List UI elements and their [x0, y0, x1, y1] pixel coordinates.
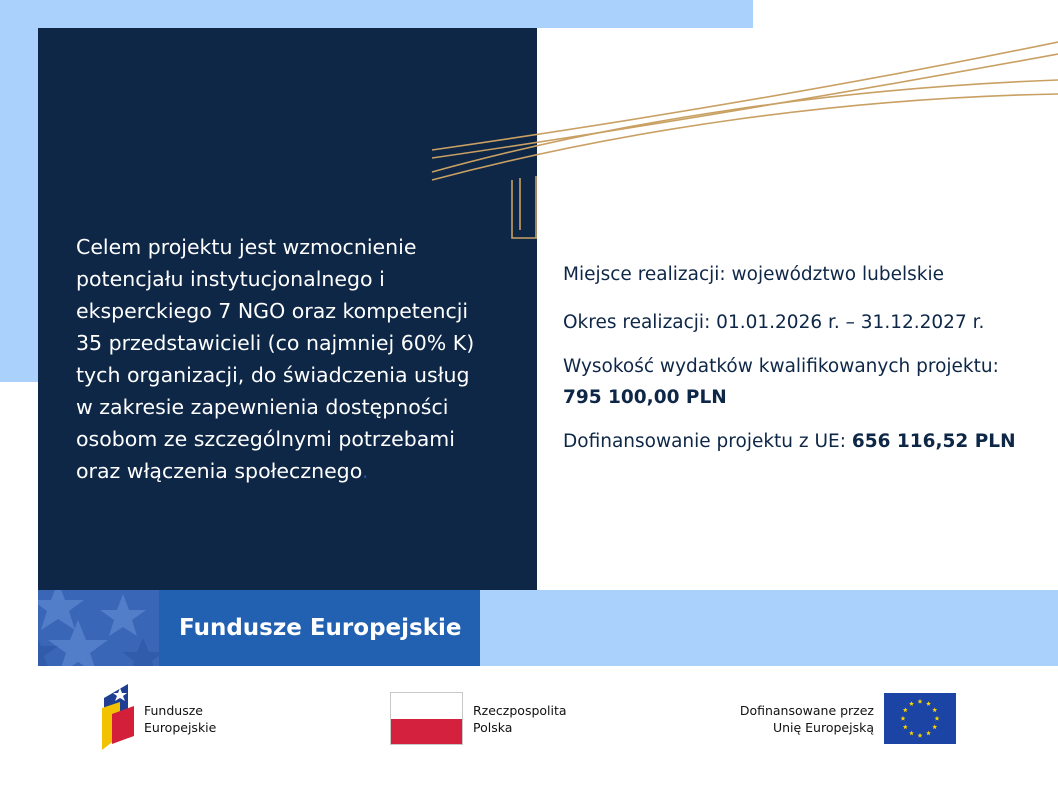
- stars-pattern-icon: [38, 590, 159, 666]
- eu-star-icon: [926, 731, 931, 736]
- description-line: eksperckiego 7 NGO oraz kompetencji: [76, 299, 469, 323]
- eu-star-icon: [935, 716, 940, 721]
- description-trailing-dot: .: [361, 459, 369, 483]
- eu-logo-text: [740, 702, 874, 736]
- stars-pattern: [38, 590, 159, 666]
- program-band-label: Fundusze Europejskie: [159, 590, 480, 666]
- eu-cofinancing-logo: [720, 692, 960, 746]
- fe-logo-line: Europejskie: [144, 720, 217, 735]
- eu-star-icon: [909, 731, 914, 736]
- description-line: w zakresie zapewnienia dostępności: [76, 395, 449, 419]
- description-last-line: oraz włączenia społecznego: [76, 459, 362, 483]
- period-text: Okres realizacji: 01.01.2026 r. – 31.12.2027 r.: [563, 312, 985, 333]
- rp-logo-line: Rzeczpospolita: [473, 703, 567, 718]
- description-line: Celem projektu jest wzmocnienie: [76, 235, 417, 259]
- description-line: osobom ze szczególnymi potrzebami: [76, 427, 455, 451]
- bridge-graphic: [0, 0, 1058, 260]
- description-line: tych organizacji, do świadczenia usług: [76, 363, 470, 387]
- eu-star-icon: [918, 733, 923, 738]
- eu-logo-line: Dofinansowane przez: [739, 703, 874, 718]
- funding-label: Dofinansowanie projektu z UE:: [563, 431, 852, 452]
- fe-logo-line: Fundusze: [144, 703, 203, 718]
- eu-star-icon: [926, 701, 931, 706]
- program-band: [38, 590, 1058, 666]
- eu-stars-icon: [884, 693, 956, 744]
- funding-value: 656 116,52 PLN: [851, 431, 1016, 452]
- expenses-value: 795 100,00 PLN: [563, 387, 727, 408]
- fe-logo-text: [144, 702, 216, 736]
- project-description: [76, 231, 521, 487]
- fundusze-europejskie-logo: [98, 684, 238, 754]
- description-line: potencjału instytucjonalnego i: [76, 267, 385, 291]
- rp-logo-text: [473, 702, 567, 736]
- description-line: [76, 455, 521, 487]
- eu-star-icon: [932, 707, 937, 712]
- rp-logo-line: Polska: [473, 720, 513, 735]
- polish-flag-icon: [390, 692, 463, 745]
- eu-star-icon: [909, 701, 914, 706]
- eu-star-icon: [918, 699, 923, 704]
- description-line: 35 przedstawicieli (co najmniej 60% K): [76, 331, 475, 355]
- rzeczpospolita-polska-logo: [390, 692, 590, 746]
- eu-star-icon: [901, 716, 906, 721]
- eu-star-icon: [932, 724, 937, 729]
- eu-logo-line: Unię Europejską: [772, 720, 874, 735]
- eu-star-icon: [903, 707, 908, 712]
- funding-text: [563, 427, 1016, 457]
- expenses-label: Wysokość wydatków kwalifikowanych projektu:: [563, 356, 999, 377]
- eu-flag-icon: [884, 693, 956, 744]
- fe-logo-icon: [98, 684, 138, 754]
- location-text: Miejsce realizacji: województwo lubelskie: [563, 264, 944, 285]
- eu-star-icon: [903, 724, 908, 729]
